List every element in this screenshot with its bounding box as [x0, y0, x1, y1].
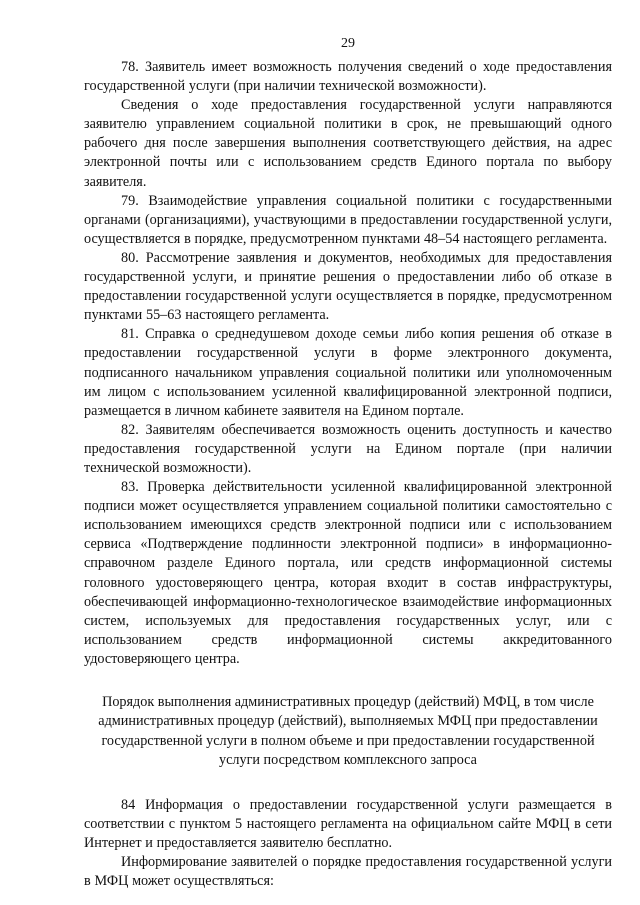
page-number: 29: [341, 36, 355, 51]
paragraph-80: 80. Рассмотрение заявления и документов, необходимых для предоставления государственной услуги, и принятие решения о предоставлении либо об отказе в предоставлении государственной услуги осуществляется в порядке, предусмотренном пунктами 55–63 настоящего регламента.: [84, 249, 612, 324]
paragraph-83: 83. Проверка действительности усиленной квалифицированной электронной подписи может осуществляется управлением социальной политики самостоятельно с использованием имеющихся средств электронной подписи или с использованием сервиса «Подтверждение подлинности электронной подписи» в информационно-справочном разделе Единого портала, или средств информационной системы головного удостоверяющего центра, которая входит в состав инфраструктуры, обеспечивающей информационно-технологическое взаимодействие информационных систем, используемых для предоставления государственных услуг, или с использованием средств информационной системы аккредитованного удостоверяющего центра.: [84, 479, 612, 667]
section-heading: Порядок выполнения административных процедур (действий) МФЦ, в том числе административных процедур (действий), выполняемых МФЦ при предоставлении государственной услуги в полном объеме и при предоставлении государственной услуги посредством комплексного запроса: [98, 694, 598, 769]
paragraph-78: 78. Заявитель имеет возможность получения сведений о ходе предоставления государственной услуги (при наличии технической возможности).: [84, 59, 612, 95]
paragraph-81: 81. Справка о среднедушевом доходе семьи либо копия решения об отказе в предоставлении государственной услуги в форме электронного документа, подписанного начальником управления социальной политики или уполномоченным им лицом с использованием усиленной квалифицированной электронной подписи, размещается в личном кабинете заявителя на Едином портале.: [84, 326, 612, 419]
paragraph-84-informing: Информирование заявителей о порядке предоставления государственной услуги в МФЦ может осуществляться:: [84, 853, 612, 889]
paragraph-79: 79. Взаимодействие управления социальной политики с государственными органами (организациями), участвующими в предоставлении государственной услуги, осуществляется в порядке, предусмотренном пунктами 48–54 настоящего регламента.: [84, 192, 612, 247]
paragraph-82: 82. Заявителям обеспечивается возможность оценить доступность и качество предоставления государственной услуги на Едином портале (при наличии технической возможности).: [84, 421, 612, 476]
paragraph-78-details: Сведения о ходе предоставления государственной услуги направляются заявителю управлением социальной политики в срок, не превышающий одного рабочего дня после завершения выполнения соответствующего действия, на адрес электронной почты или с использованием средств Единого портала по выбору заявителя.: [84, 97, 612, 190]
paragraph-84: 84 Информация о предоставлении государственной услуги размещается в соответствии с пунктом 5 настоящего регламента на официальном сайте МФЦ в сети Интернет и предоставляется заявителю бесплатно.: [84, 796, 612, 851]
